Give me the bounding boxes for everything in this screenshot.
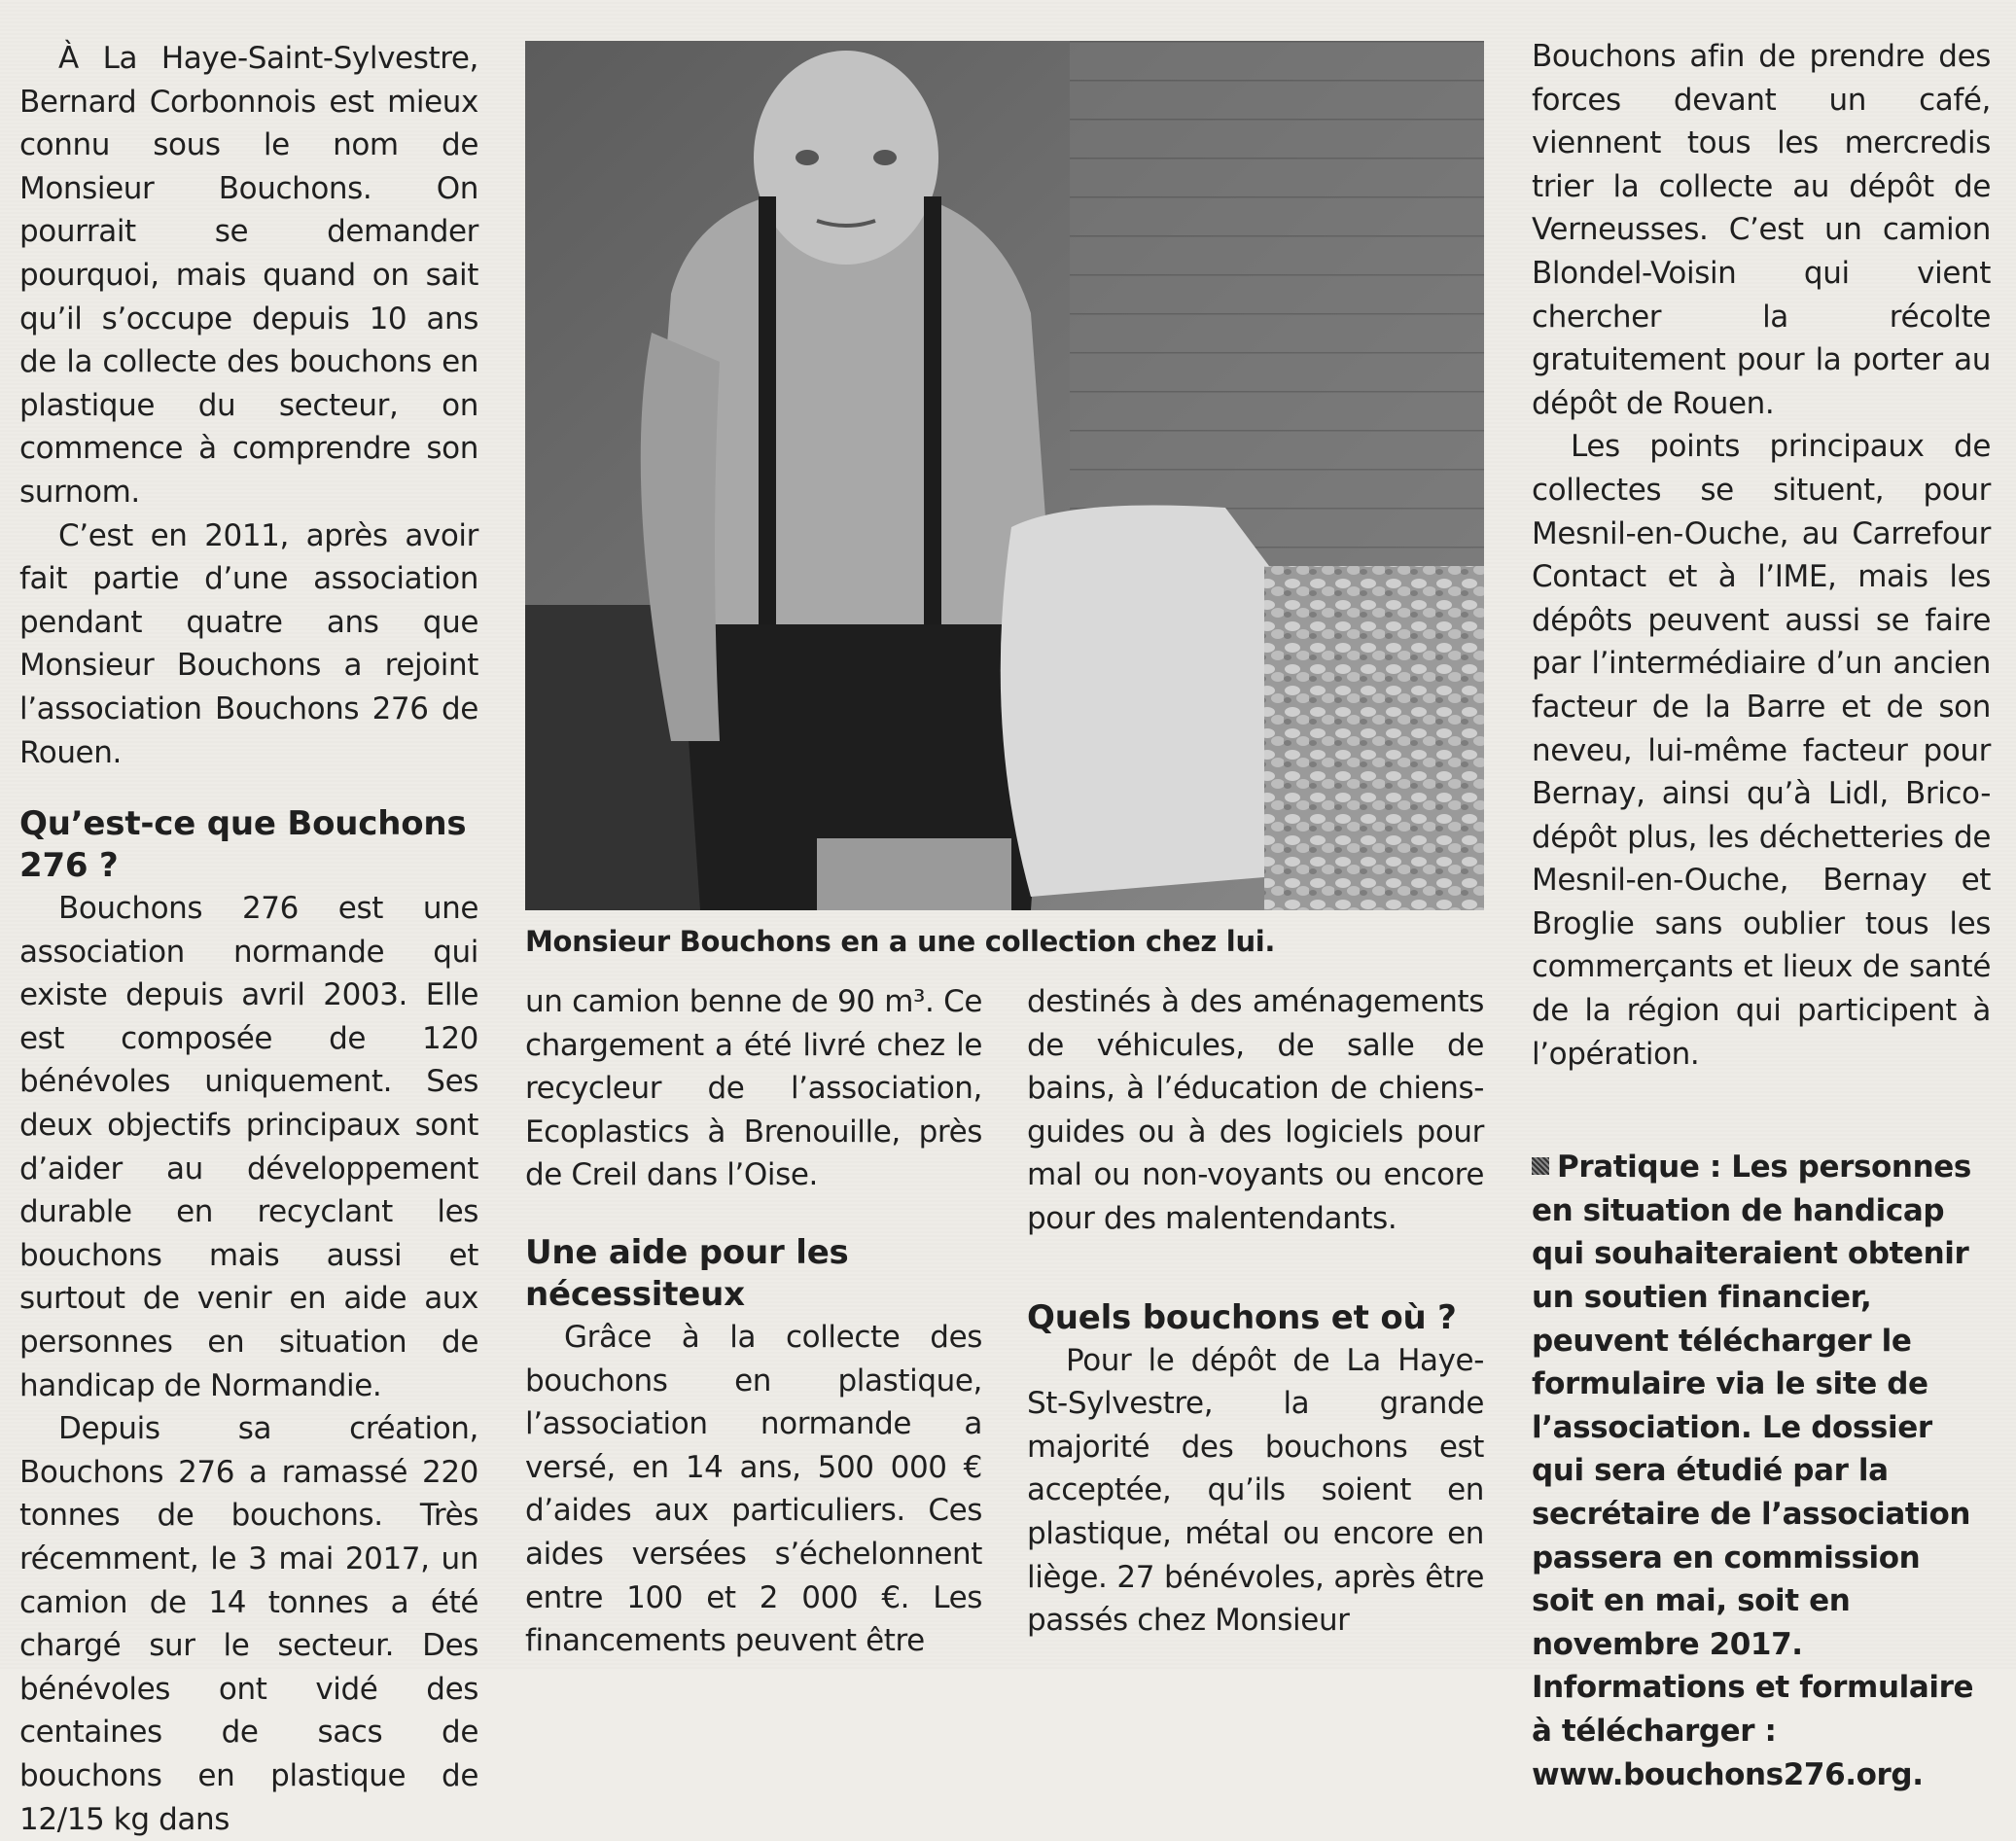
paragraph: Bouchons 276 est une association normande qui existe depuis avril 2003. Elle est composée de 120 bénévoles uniquement. Ses deux objectifs principaux sont d’aider au développement durable en recyclant les bouchons mais aussi et surtout de venir en aide aux personnes en situation de handicap de Normandie. — [19, 891, 478, 1403]
paragraph: Pour le dépôt de La Haye-St-Sylvestre, la grande majorité des bouchons est acceptée, qu’ils soient en plastique, métal ou encore en liège. 27 bénévoles, après être passés chez Monsieur — [1027, 1342, 1484, 1639]
paragraph: Grâce à la collecte des bouchons en plastique, l’association normande a versé, en 14 ans, 500 000 € d’aides aux particuliers. Ces aides versées s’échelonnent entre 100 et 2 000 €. Les financements peuvent être — [525, 1319, 982, 1659]
column-3 — [1027, 980, 1484, 1643]
section-heading: Une aide pour les nécessiteux — [525, 1232, 849, 1314]
paragraph: un camion benne de 90 m³. Ce chargement a été livré chez le recycleur de l’association, Ecoplastics à Brenouille, près de Creil dans l’Oise. — [525, 984, 982, 1193]
practical-info — [1532, 1146, 1991, 1796]
paragraph: Les points principaux de collectes se situent, pour Mesnil-en-Ouche, au Carrefour Contact et à l’IME, mais les dépôts peuvent aussi se faire par l’intermédiaire d’un ancien facteur de la Barre et de son neveu, lui-même facteur pour Bernay, ainsi qu’à Lidl, Brico-dépôt plus, les déchetteries de Mesnil-en-Ouche, Bernay et Broglie sans oublier tous les commerçants et lieux de santé de la région qui participent à l’opération. — [1532, 429, 1991, 1072]
paragraph: C’est en 2011, après avoir fait partie d’une association pendant quatre ans que Monsieur Bouchons a rejoint l’association Bouchons 276 de Rouen. — [19, 517, 478, 770]
column-4 — [1532, 35, 1991, 1796]
practical-text: Pratique : Les personnes en situation de handicap qui souhaiteraient obtenir un soutien financier, peuvent télécharger le formulaire via le site de l’association. Le dossier qui sera étudié par la secrétaire de l’association passera en commission soit en mai, soit en novembre 2017. Informations et formulaire à télécharger : www.bouchons276.org. — [1532, 1150, 1974, 1792]
paragraph: À La Haye-Saint-Sylvestre, Bernard Corbonnois est mieux connu sous le nom de Monsieur Bouchons. On pourrait se demander pourquoi, mais quand on sait qu’il s’occupe depuis 10 ans de la collecte des bouchons en plastique du secteur, on commence à comprendre son surnom. — [19, 41, 478, 510]
column-1 — [19, 37, 478, 1841]
bullet-square-icon — [1532, 1157, 1549, 1175]
column-2 — [525, 980, 982, 1663]
section-heading: Qu’est-ce que Bouchons 276 ? — [19, 804, 467, 886]
paragraph: Bouchons afin de prendre des forces devant un café, viennent tous les mercredis trier la collecte au dépôt de Verneusses. C’est un camion Blondel-Voisin qui vient chercher la récolte gratuitement pour la porter au dépôt de Rouen. — [1532, 39, 1991, 421]
paragraph: destinés à des aménagements de véhicules, de salle de bains, à l’éducation de chiens-guides ou à des logiciels pour mal ou non-voyants ou encore pour des malentendants. — [1027, 984, 1484, 1236]
article-photo — [525, 41, 1484, 910]
photo-caption: Monsieur Bouchons en a une collection chez lui. — [525, 925, 1276, 958]
paragraph: Depuis sa création, Bouchons 276 a ramassé 220 tonnes de bouchons. Très récemment, le 3 mai 2017, un camion de 14 tonnes a été chargé sur le secteur. Des bénévoles ont vidé des centaines de sacs de bouchons en plastique de 12/15 kg dans — [19, 1411, 478, 1837]
section-heading: Quels bouchons et où ? — [1027, 1297, 1457, 1337]
